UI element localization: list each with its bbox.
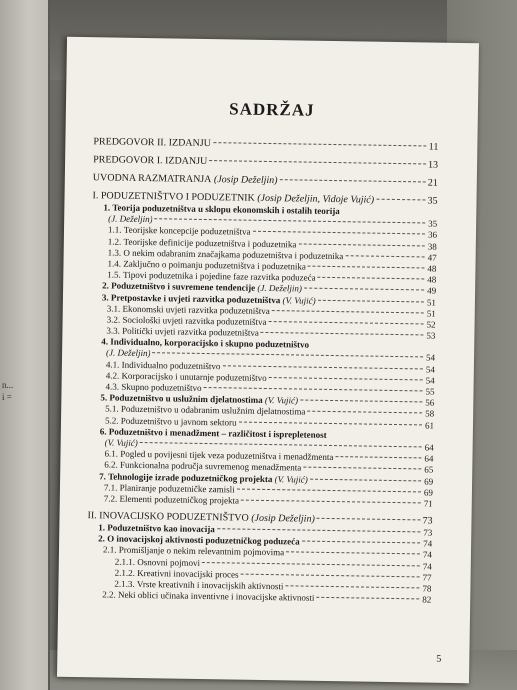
toc-entry-page: 55 [425, 386, 435, 397]
dot-leader [241, 499, 421, 503]
dot-leader [153, 353, 423, 358]
toc-entry-number: 2.1.3. [114, 578, 138, 589]
toc-entry-number: 6. [99, 426, 109, 437]
left-page-fragment-1: n... [2, 380, 14, 390]
toc-entry-number: 6.1. [104, 448, 121, 459]
toc-entry-number: 3. [101, 291, 112, 303]
toc-entry-title: Neki oblici učinaka inventivne i inovacijske aktivnosti [117, 589, 315, 603]
toc-entry-title: O nekim odabranim značajkama poduzetništva i poduzetnika [123, 247, 344, 261]
toc-entry-title: Poduzetništvo i menadžment – različitost i isprepletenost [108, 426, 327, 440]
dot-leader [317, 518, 421, 521]
toc-entry-number: 4.3. [105, 381, 122, 392]
toc-entry-label [108, 214, 153, 226]
toc-entry-page: 69 [423, 487, 434, 498]
toc-entry-number: 1. [98, 522, 108, 533]
toc-entry-page: 74 [422, 561, 432, 572]
toc-entry-number: 4. [101, 336, 111, 347]
toc-entry-number: 1.5. [107, 269, 124, 280]
dot-leader [253, 231, 425, 235]
toc-entry-title: Individualno, korporacijsko i skupno poduzetništvo [110, 336, 310, 350]
dot-leader [140, 442, 422, 447]
toc-entry-number: II. [87, 510, 100, 522]
toc-entry-number: 6.2. [104, 459, 121, 471]
toc-entry-page: 74 [423, 538, 433, 549]
toc-entry-number: 5.1. [105, 403, 122, 415]
toc-entry-number: 5.2. [104, 415, 121, 426]
toc-entry-page: 36 [427, 229, 438, 241]
toc-entry-number: 2.1.2. [114, 567, 138, 578]
toc-entry-page: 54 [425, 364, 435, 375]
toc-entry-page: 82 [422, 594, 432, 605]
toc-entry-title: PODUZETNIŠTVO I PODUZETNIK [100, 190, 255, 204]
toc-entry-title: Promišljanje o nekim relevantnim pojmovima [118, 545, 285, 558]
toc-entry-label [106, 348, 151, 360]
toc-entry-label [105, 437, 138, 449]
toc-entry-number: 1.3. [107, 247, 124, 258]
toc-entry-page: 64 [424, 453, 434, 464]
toc-entry-number: 7.2. [103, 493, 120, 504]
toc-entry-page: 51 [426, 296, 437, 308]
toc-entry-title: Poduzetništvo u odabranim uslužnim djelatnostima [120, 404, 306, 417]
toc-entry-page: 65 [424, 464, 434, 475]
toc-entry-title: Poduzetništvo i suvremene tendencije [111, 280, 256, 294]
toc-entry-page: 11 [428, 141, 439, 153]
toc-entry-title: Poduzetništvo kao inovacija [107, 522, 215, 535]
toc-entry-page: 73 [423, 527, 433, 538]
toc-entry-title: Teorijske koncepcije poduzetništva [123, 225, 251, 238]
toc-entry-page: 64 [424, 442, 434, 453]
toc-entry-title: INOVACIJSKO PODUZETNIŠTVO [99, 510, 249, 524]
dot-leader [222, 365, 422, 369]
dot-leader [286, 552, 420, 555]
toc-entry-title: Sociološki uvjeti razvitka poduzetništva [122, 314, 267, 327]
dot-leader [213, 142, 426, 146]
dot-leader [318, 299, 424, 302]
toc-entry-author: (Josip Deželjin) [211, 174, 278, 187]
toc-entry-number: 4.1. [105, 359, 122, 370]
toc-entry-page: 52 [426, 319, 436, 330]
toc-entry-title: UVODNA RAZMATRANJA [92, 172, 212, 186]
toc-entry-title: Poduzetništvo u javnom sektoru [120, 415, 237, 428]
dot-leader [261, 332, 424, 336]
toc-entry-number: 2.1. [102, 544, 119, 556]
toc-entry-number: 2. [98, 533, 108, 544]
toc-entry [93, 135, 438, 153]
toc-entry-number: 5. [100, 392, 110, 403]
dot-leader [269, 377, 423, 380]
toc-entry-page: 49 [427, 285, 437, 296]
toc-entry-page: 58 [425, 408, 435, 419]
toc-entry-title: Tehnologije izrade poduzetničkog projekta [108, 471, 273, 484]
toc-entry-label [93, 153, 207, 168]
dot-leader [155, 218, 425, 223]
dot-leader [300, 400, 422, 403]
dot-leader [310, 478, 421, 481]
page-number: 5 [436, 653, 442, 665]
toc-entry-page: 71 [423, 498, 433, 509]
toc-entry-author: (J. Deželjin) [106, 347, 151, 359]
toc-entry-number: 4.2. [105, 370, 122, 381]
dot-leader [318, 277, 425, 280]
dot-leader [345, 255, 424, 257]
book-page [57, 37, 479, 683]
toc-entry-page: 61 [424, 420, 435, 431]
toc-entry-number: 1.2. [107, 236, 124, 247]
dot-leader [217, 528, 420, 532]
dot-leader [307, 411, 422, 414]
toc-entry-label [93, 135, 211, 150]
toc-entry-page: 48 [427, 263, 437, 274]
dot-leader [204, 387, 423, 391]
toc-entry-page: 48 [427, 274, 437, 285]
toc-entry-title: Tipovi poduzetnika i pojedine faze razvitka poduzeća [122, 269, 316, 283]
toc-entry-page: 35 [428, 218, 438, 229]
toc-entry-number: 1. [103, 202, 113, 213]
dot-leader [202, 562, 420, 566]
toc-entry-page: 54 [425, 375, 435, 386]
dot-leader [298, 243, 424, 246]
toc-entry-page: 56 [425, 397, 435, 408]
toc-entry-number: 3.1. [106, 303, 123, 314]
toc-entry-page: 54 [425, 352, 436, 364]
dot-leader [285, 585, 419, 588]
toc-entry-number: 1.4. [107, 258, 124, 269]
dot-leader [376, 199, 425, 201]
toc-entry-author: (J. Deželjin) [108, 213, 153, 225]
toc-entry-label [104, 493, 239, 506]
left-page-fragment-2: i = [2, 392, 12, 402]
toc-entry-page: 78 [422, 583, 432, 594]
toc-entry-page: 13 [427, 159, 439, 171]
dot-leader [239, 421, 422, 425]
toc-entry-number: 2.1.1. [114, 556, 138, 567]
toc-entry-author: (V. Vujić) [104, 437, 138, 448]
toc-entry-author: (Josip Deželjin) [248, 512, 315, 525]
toc-entry-title: PREDGOVOR II. IZDANJU [93, 136, 211, 150]
previous-page-edge [0, 0, 50, 690]
toc-entry-number: 3.3. [106, 325, 123, 336]
toc-entry [93, 153, 438, 171]
toc-entry-page: 21 [427, 177, 438, 189]
toc-entry-title: Korporacijsko i unutarnje poduzetništvo [121, 370, 267, 383]
toc-entry-author: (V. Vujić) [280, 294, 316, 306]
toc-entry-author: (J. Deželjin) [255, 283, 303, 294]
toc-entry-number: I. [92, 190, 101, 202]
toc-entry-title: Ekonomski uvjeti razvitka poduzetništva [122, 303, 270, 316]
table-of-contents [86, 135, 438, 606]
toc-entry-title: Elementi poduzetničkog projekta [119, 493, 240, 506]
toc-entry-page: 38 [427, 241, 437, 252]
dot-leader [269, 321, 424, 324]
toc-entry-title: O inovacijskoj aktivnosti poduzetničkog poduzeća [107, 533, 300, 547]
toc-entry-title: Vrste kreativnih i inovacijskih aktivnosti [136, 578, 284, 592]
toc-entry-title: Funkcionalna područja suvremenog menadžmenta [120, 460, 302, 473]
toc-entry-number: 2.2. [102, 589, 119, 600]
toc-entry-number: 7. [99, 470, 109, 482]
toc-entry-title: Pretpostavke i uvjeti razvitka poduzetništva [110, 292, 281, 305]
toc-entry-number: 7.1. [103, 482, 120, 493]
page-title: SADRŽAJ [229, 99, 315, 120]
toc-entry-author: (Josip Deželjin, Vidoje Vujić) [254, 192, 375, 206]
dot-leader [303, 467, 421, 470]
toc-entry-title: Individualno poduzetništvo [121, 359, 221, 371]
toc-entry-number: 3.2. [106, 314, 123, 325]
dot-leader [316, 597, 419, 600]
toc-entry [93, 171, 438, 189]
toc-entry-page: 77 [422, 572, 432, 583]
dot-leader [237, 488, 421, 492]
dot-leader [280, 179, 426, 182]
toc-entry-page: 69 [424, 475, 434, 487]
toc-entry-title: Planiranje poduzetničke zamisli [119, 482, 235, 495]
toc-entry-number: 2. [102, 280, 112, 291]
toc-entry-title: Teorija poduzetništva u sklopu ekonomskih i ostalih teorija [112, 202, 340, 217]
dot-leader [302, 541, 420, 544]
toc-entry-number: 1.1. [107, 224, 124, 236]
toc-entry-author: (V. Vujić) [272, 473, 308, 485]
toc-entry-label [93, 171, 278, 187]
toc-entry-page: 74 [422, 549, 433, 561]
dot-leader [272, 310, 424, 313]
toc-entry-title: Politički uvjeti razvitka poduzetništva [122, 325, 259, 338]
toc-entry-title: Teorijske definicije poduzetništva i poduzetnika [123, 236, 297, 249]
toc-entry-title: Zaključno o poimanju poduzetništva i poduzetnika [123, 258, 307, 272]
dot-leader [308, 266, 425, 269]
toc-entry-title: PREDGOVOR I. IZDANJU [93, 154, 208, 168]
toc-entry-page: 53 [426, 330, 436, 341]
toc-entry-title: Pogled u povijesni tijek veza poduzetništva i menadžmenta [120, 448, 334, 463]
toc-entry-author: (V. Vujić) [262, 395, 299, 406]
dot-leader [241, 573, 420, 577]
dot-leader [209, 160, 426, 164]
toc-entry-title: Kreativni inovacijski proces [137, 567, 239, 580]
dot-leader [335, 456, 421, 458]
dot-leader [304, 288, 424, 291]
toc-entry-title: Osnovni pojmovi [137, 556, 201, 568]
toc-entry-title: Skupno poduzetništvo [121, 381, 202, 393]
toc-entry-page: 73 [422, 515, 433, 527]
toc-entry-page: 47 [427, 252, 437, 263]
toc-entry-page: 51 [426, 308, 436, 319]
toc-entry-page: 35 [427, 195, 438, 207]
toc-entry-title: Poduzetništvo u uslužnim djelatnostima [109, 392, 263, 406]
toc-entry-label [102, 590, 314, 605]
